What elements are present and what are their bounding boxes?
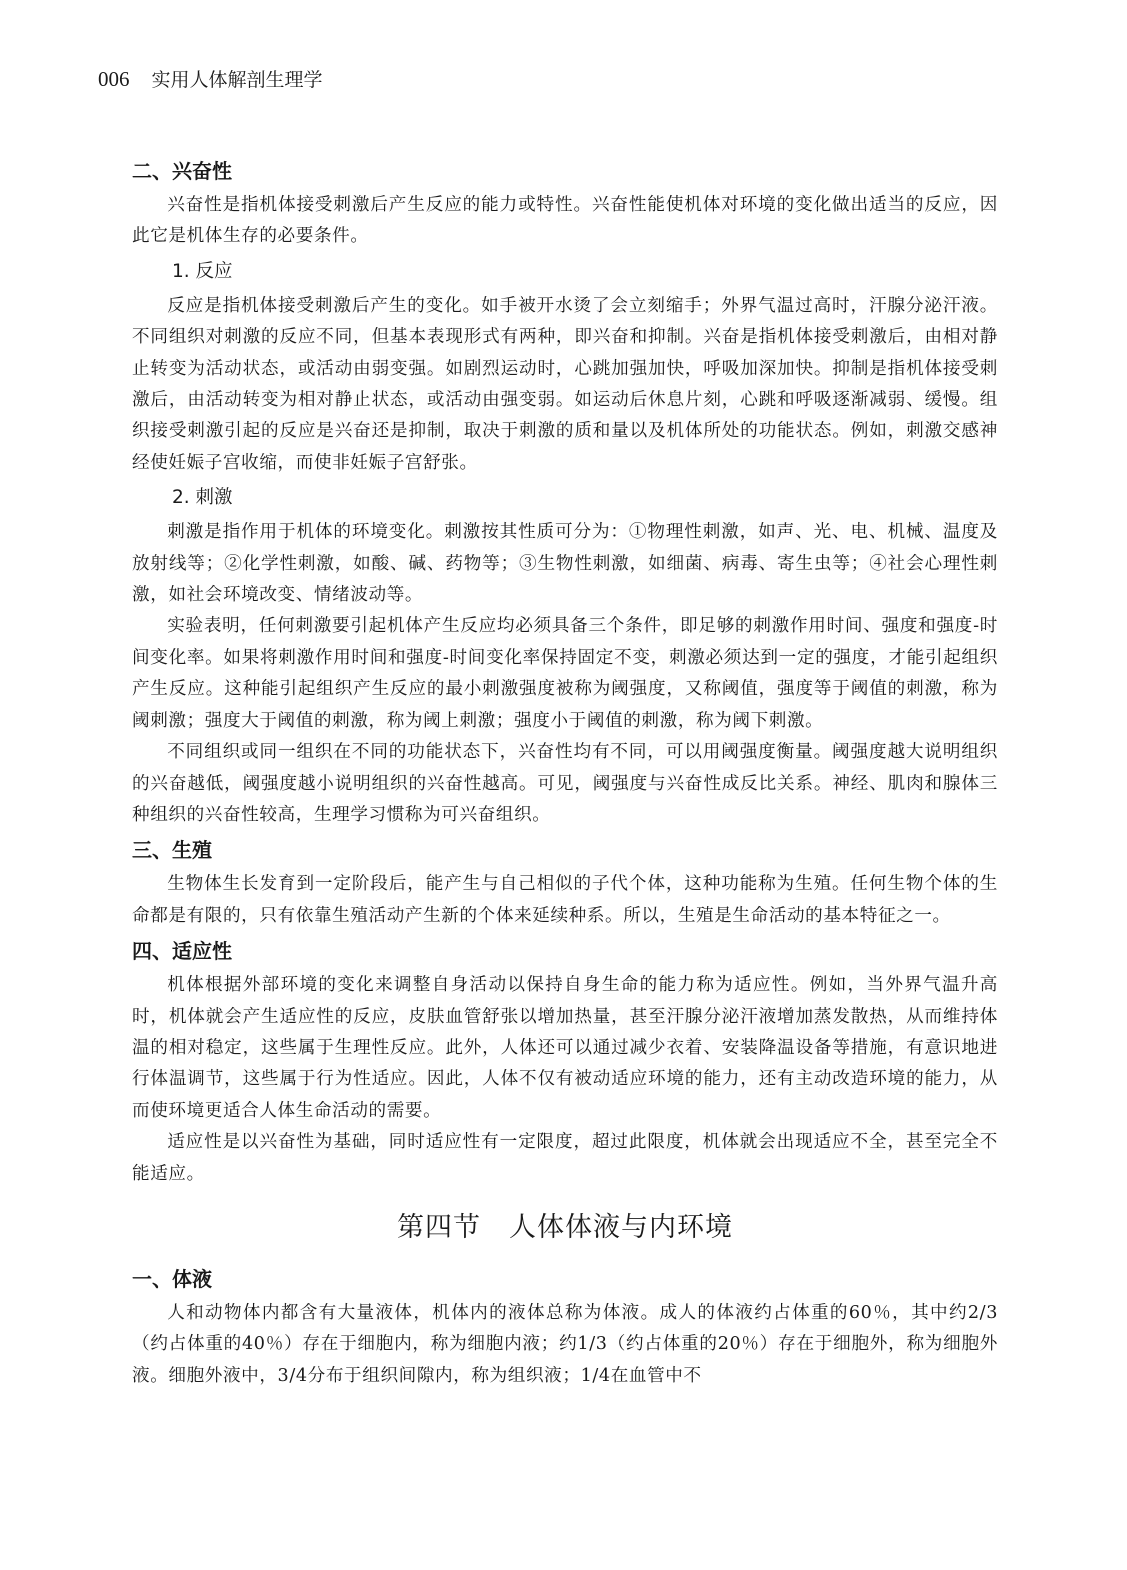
book-title: 实用人体解剖生理学 — [151, 69, 323, 91]
paragraph: 反应是指机体接受刺激后产生的变化。如手被开水烫了会立刻缩手；外界气温过高时，汗腺分泌汗液。不同组织对刺激的反应不同，但基本表现形式有两种，即兴奋和抑制。兴奋是指机体接受刺激后，由相对静止转变为活动状态，或活动由弱变强。如剧烈运动时，心跳加强加快，呼吸加深加快。抑制是指机体接受刺激后，由活动转变为相对静止状态，或活动由强变弱。如运动后休息片刻，心跳和呼吸逐渐减弱、缓慢。组织接受刺激引起的反应是兴奋还是抑制，取决于刺激的质和量以及机体所处的功能状态。例如，刺激交感神经使妊娠子宫收缩，而使非妊娠子宫舒张。 — [132, 295, 998, 473]
section-heading-body-fluid: 一、体液 — [132, 1266, 212, 1291]
section-heading-reproduction: 三、生殖 — [132, 838, 212, 863]
paragraph: 实验表明，任何刺激要引起机体产生反应均必须具备三个条件，即足够的刺激作用时间、强度和强度-时间变化率。如果将刺激作用时间和强度-时间变化率保持固定不变，刺激必须达到一定的强度，才能引起组织产生反应。这种能引起组织产生反应的最小刺激强度被称为阈强度，又称阈值，强度等于阈值的刺激，称为阈刺激；强度大于阈值的刺激，称为阈上刺激；强度小于阈值的刺激，称为阈下刺激。 — [132, 616, 998, 731]
paragraph: 生物体生长发育到一定阶段后，能产生与自己相似的子代个体，这种功能称为生殖。任何生物个体的生命都是有限的，只有依靠生殖活动产生新的个体来延续种系。所以，生殖是生命活动的基本特征之一。 — [132, 874, 998, 926]
chapter-section-title: 第四节 人体体液与内环境 — [397, 1211, 733, 1243]
page-number: 006 — [98, 67, 130, 91]
paragraph: 兴奋性是指机体接受刺激后产生反应的能力或特性。兴奋性能使机体对环境的变化做出适当的反应，因此它是机体生存的必要条件。 — [132, 195, 998, 247]
subsection-heading-stimulus: 2. 刺激 — [172, 487, 233, 509]
subsection-heading-reaction: 1. 反应 — [172, 260, 233, 282]
paragraph: 机体根据外部环境的变化来调整自身活动以保持自身生命的能力称为适应性。例如，当外界气温升高时，机体就会产生适应性的反应，皮肤血管舒张以增加热量，甚至汗腺分泌汗液增加蒸发散热，从而维持体温的相对稳定，这些属于生理性反应。此外，人体还可以通过减少衣着、安装降温设备等措施，有意识地进行体温调节，这些属于行为性适应。因此，人体不仅有被动适应环境的能力，还有主动改造环境的能力，从而使环境更适合人体生命活动的需要。 — [132, 975, 998, 1121]
paragraph: 不同组织或同一组织在不同的功能状态下，兴奋性均有不同，可以用阈强度衡量。阈强度越大说明组织的兴奋越低，阈强度越小说明组织的兴奋性越高。可见，阈强度与兴奋性成反比关系。神经、肌肉和腺体三种组织的兴奋性较高，生理学习惯称为可兴奋组织。 — [132, 742, 998, 825]
section-heading-adaptability: 四、适应性 — [132, 939, 232, 964]
section-heading-excitability: 二、兴奋性 — [132, 159, 232, 183]
paragraph: 适应性是以兴奋性为基础，同时适应性有一定限度，超过此限度，机体就会出现适应不全，甚至完全不能适应。 — [132, 1132, 998, 1184]
paragraph: 人和动物体内都含有大量液体，机体内的液体总称为体液。成人的体液约占体重的60％，其中约2/3（约占体重的40％）存在于细胞内，称为细胞内液；约1/3（约占体重的20％）存在于细胞外，称为细胞外液。细胞外液中，3/4分布于组织间隙内，称为组织液；1/4在血管中不 — [132, 1302, 998, 1386]
page-body — [132, 152, 998, 1392]
paragraph: 刺激是指作用于机体的环境变化。刺激按其性质可分为：①物理性刺激，如声、光、电、机械、温度及放射线等；②化学性刺激，如酸、碱、药物等；③生物性刺激，如细菌、病毒、寄生虫等；④社会心理性刺激，如社会环境改变、情绪波动等。 — [132, 522, 998, 606]
running-head — [98, 66, 323, 93]
